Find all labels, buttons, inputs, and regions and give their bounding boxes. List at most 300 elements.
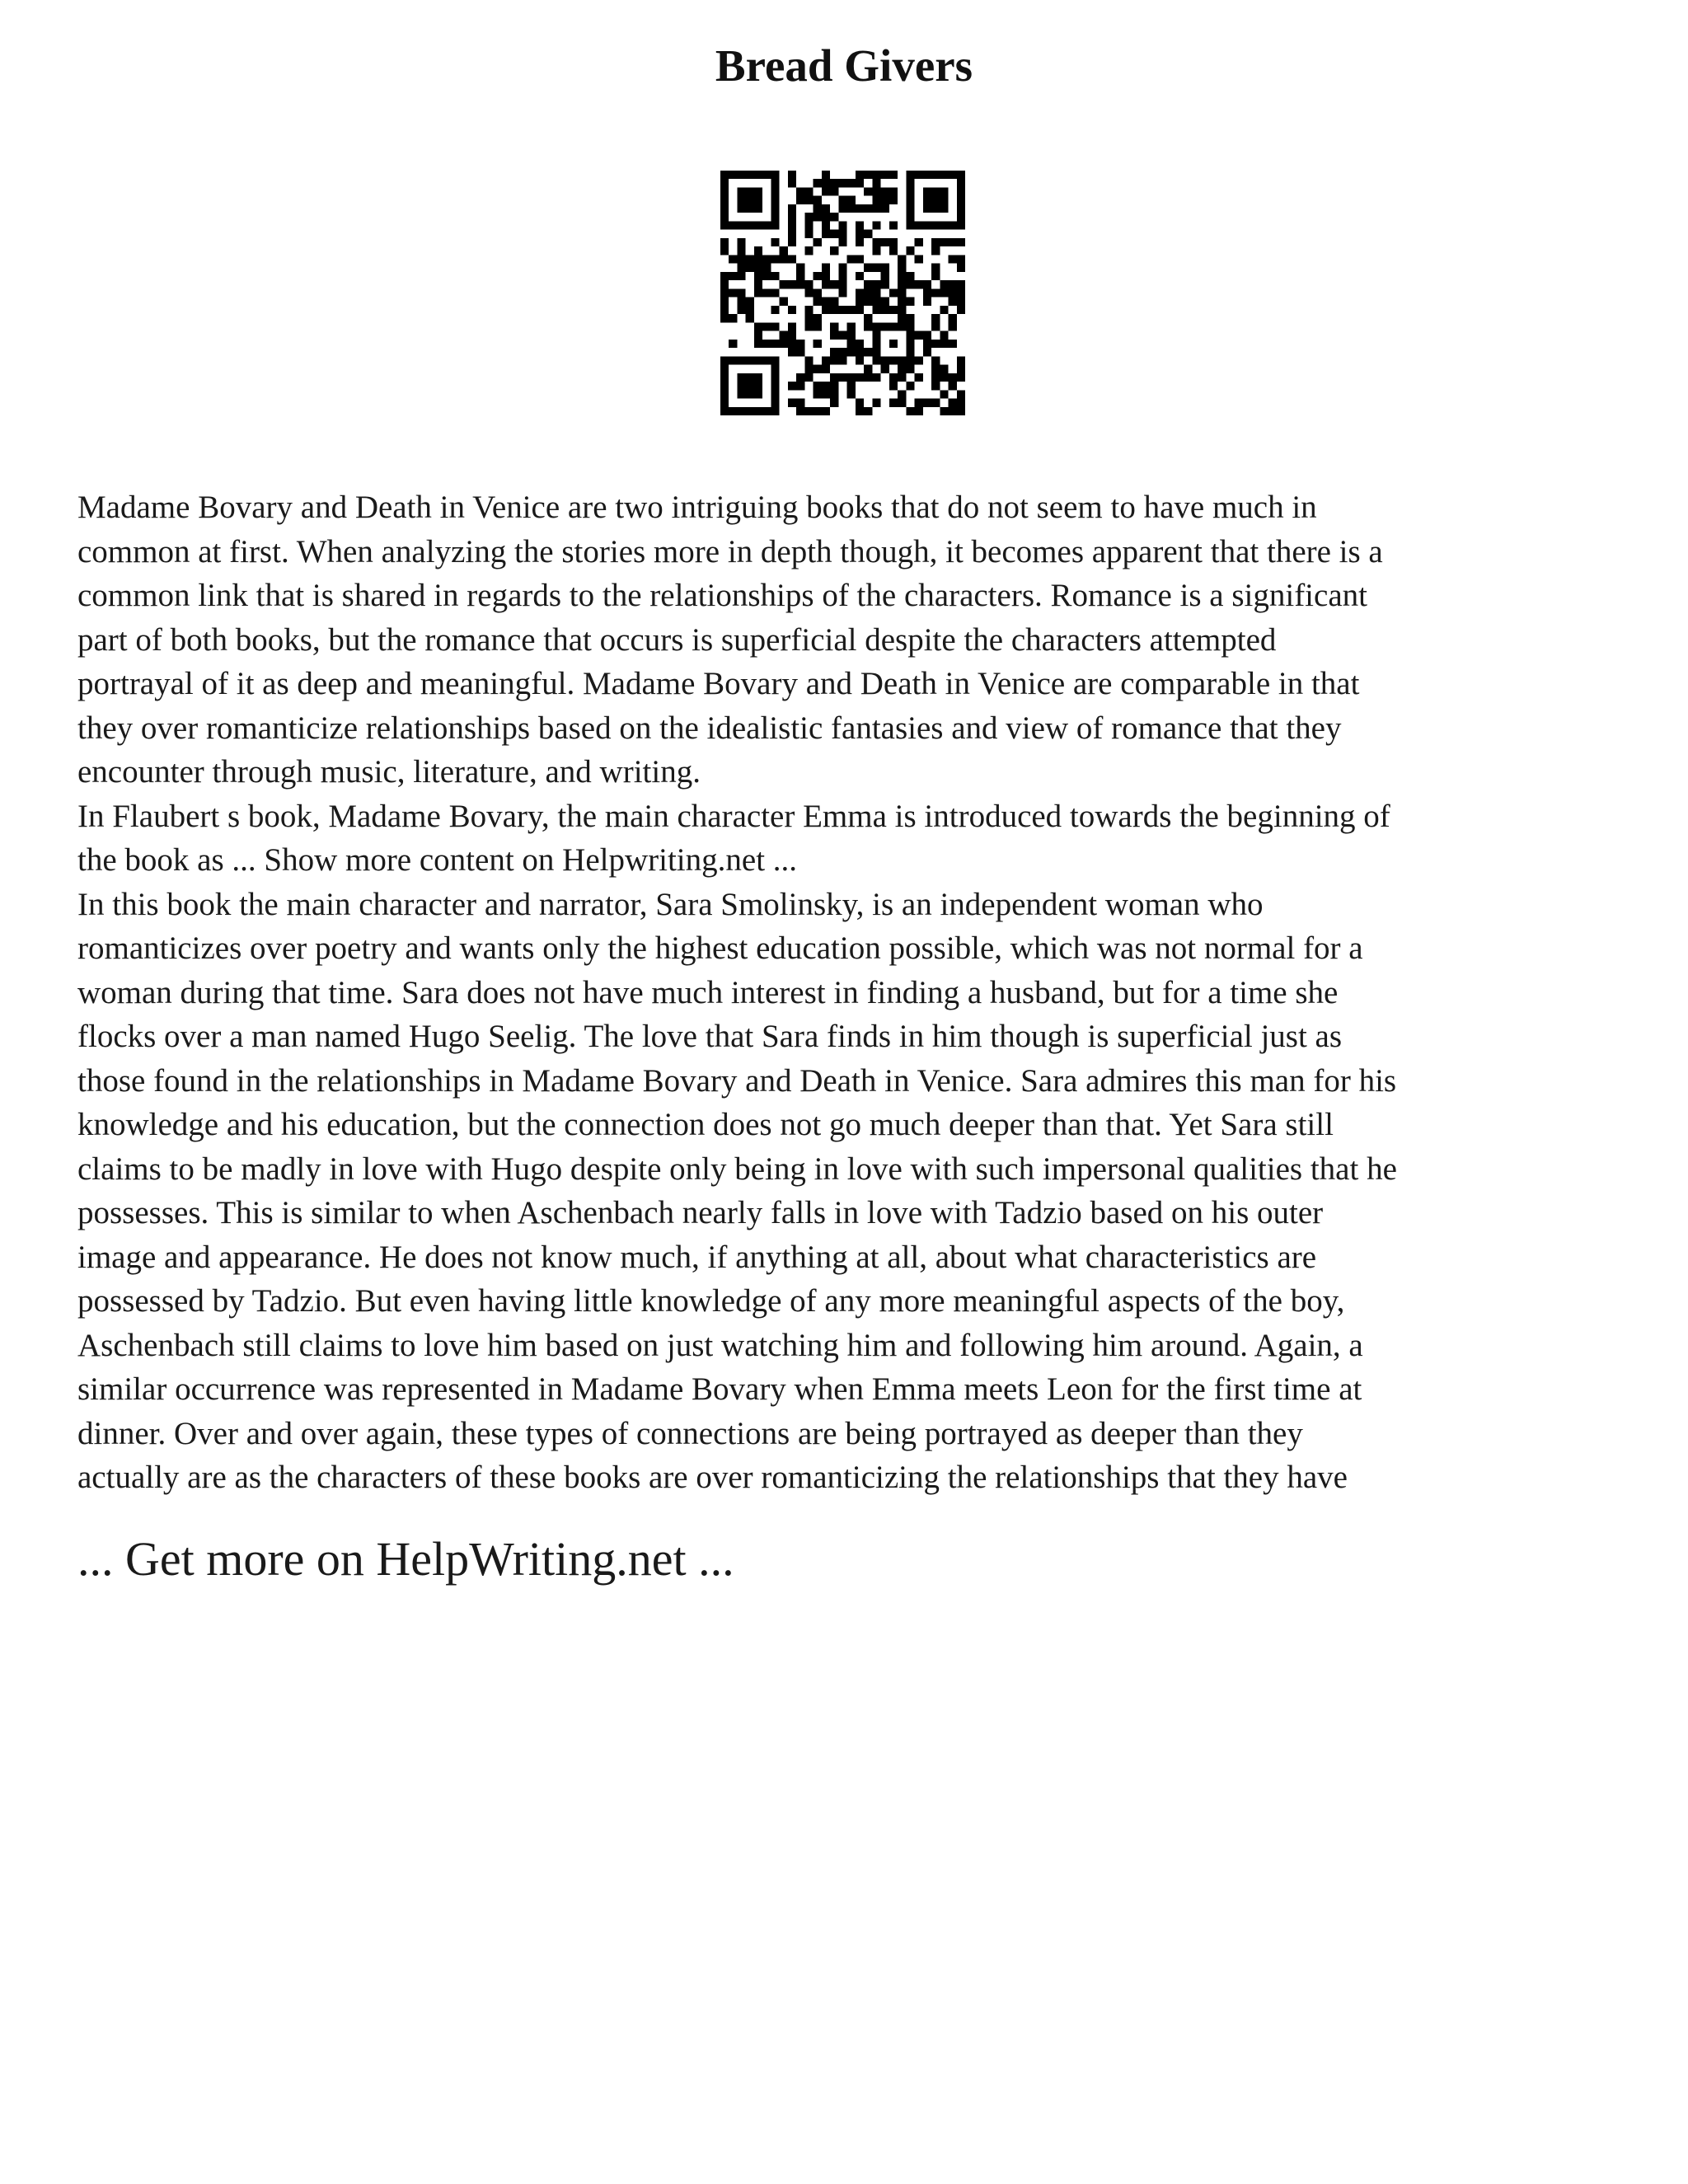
- qr-module: [949, 288, 957, 297]
- qr-module: [856, 221, 864, 229]
- qr-module: [720, 298, 729, 306]
- qr-module: [856, 230, 864, 238]
- qr-module: [856, 272, 864, 280]
- qr-module: [949, 221, 957, 229]
- qr-module: [940, 187, 948, 195]
- qr-module: [931, 356, 940, 364]
- qr-module: [804, 288, 813, 297]
- qr-module: [804, 246, 813, 255]
- qr-module: [906, 322, 914, 330]
- qr-module: [814, 213, 822, 221]
- qr-module: [804, 221, 813, 229]
- qr-module: [940, 365, 948, 373]
- qr-module: [957, 399, 965, 407]
- qr-module: [923, 187, 931, 195]
- qr-module: [838, 280, 846, 288]
- qr-module: [780, 340, 788, 348]
- qr-module: [957, 390, 965, 398]
- qr-module: [729, 221, 737, 229]
- qr-module: [847, 373, 856, 382]
- qr-module: [788, 322, 796, 330]
- qr-module: [754, 373, 762, 382]
- qr-module: [940, 204, 948, 213]
- qr-module: [830, 356, 838, 364]
- qr-module: [838, 196, 846, 204]
- qr-module: [906, 407, 914, 415]
- qr-module: [915, 221, 923, 229]
- qr-module: [847, 255, 856, 263]
- qr-module: [864, 280, 872, 288]
- qr-module: [804, 213, 813, 221]
- qr-code-graphic: [720, 171, 965, 415]
- qr-module: [872, 264, 880, 272]
- qr-module: [788, 171, 796, 179]
- qr-module: [737, 221, 745, 229]
- qr-module: [949, 399, 957, 407]
- qr-module: [771, 407, 779, 415]
- qr-module: [814, 314, 822, 322]
- qr-module: [898, 255, 906, 263]
- qr-module: [906, 187, 914, 195]
- qr-module: [898, 272, 906, 280]
- qr-module: [788, 280, 796, 288]
- qr-module: [864, 230, 872, 238]
- qr-module: [737, 373, 745, 382]
- qr-module: [830, 348, 838, 356]
- qr-module: [949, 314, 957, 322]
- qr-module: [720, 365, 729, 373]
- qr-module: [923, 331, 931, 340]
- qr-module: [830, 390, 838, 398]
- qr-module: [856, 373, 864, 382]
- qr-module: [746, 407, 754, 415]
- qr-module: [737, 356, 745, 364]
- qr-module: [804, 187, 813, 195]
- qr-module: [814, 204, 822, 213]
- qr-module: [856, 204, 864, 213]
- qr-module: [838, 331, 846, 340]
- qr-module: [822, 187, 830, 195]
- qr-module: [838, 348, 846, 356]
- qr-module: [864, 407, 872, 415]
- qr-module: [915, 399, 923, 407]
- qr-module: [762, 356, 771, 364]
- qr-module: [720, 246, 729, 255]
- qr-module: [746, 196, 754, 204]
- qr-module: [822, 230, 830, 238]
- qr-module: [957, 264, 965, 272]
- qr-module: [906, 272, 914, 280]
- qr-module: [872, 348, 880, 356]
- qr-module: [898, 390, 906, 398]
- qr-module: [796, 348, 804, 356]
- qr-module: [762, 264, 771, 272]
- qr-module: [796, 187, 804, 195]
- qr-module: [898, 264, 906, 272]
- qr-module: [796, 382, 804, 390]
- qr-module: [923, 298, 931, 306]
- qr-module: [864, 171, 872, 179]
- qr-module: [822, 280, 830, 288]
- qr-module: [940, 331, 948, 340]
- qr-module: [931, 288, 940, 297]
- qr-module: [889, 187, 898, 195]
- qr-module: [762, 340, 771, 348]
- qr-module: [915, 373, 923, 382]
- qr-module: [864, 288, 872, 297]
- qr-module: [957, 221, 965, 229]
- qr-module: [737, 171, 745, 179]
- qr-module: [804, 365, 813, 373]
- qr-module: [746, 390, 754, 398]
- qr-module: [780, 280, 788, 288]
- qr-module: [771, 179, 779, 187]
- qr-module: [856, 255, 864, 263]
- qr-module: [872, 298, 880, 306]
- qr-module: [754, 246, 762, 255]
- qr-module: [906, 348, 914, 356]
- qr-module: [872, 322, 880, 330]
- qr-module: [864, 348, 872, 356]
- qr-module: [957, 298, 965, 306]
- qr-module: [906, 171, 914, 179]
- qr-module: [889, 221, 898, 229]
- qr-module: [881, 187, 889, 195]
- qr-module: [822, 365, 830, 373]
- qr-module: [864, 314, 872, 322]
- qr-module: [957, 204, 965, 213]
- qr-module: [830, 399, 838, 407]
- qr-module: [898, 322, 906, 330]
- qr-module: [720, 221, 729, 229]
- qr-module: [754, 171, 762, 179]
- qr-module: [957, 365, 965, 373]
- qr-module: [881, 272, 889, 280]
- qr-module: [771, 187, 779, 195]
- qr-module: [856, 340, 864, 348]
- qr-module: [720, 272, 729, 280]
- qr-module: [771, 221, 779, 229]
- qr-module: [915, 356, 923, 364]
- qr-module: [754, 340, 762, 348]
- qr-module: [729, 314, 737, 322]
- qr-module: [796, 407, 804, 415]
- qr-module: [931, 221, 940, 229]
- qr-module: [957, 288, 965, 297]
- qr-module: [898, 280, 906, 288]
- qr-module: [864, 264, 872, 272]
- qr-module: [822, 298, 830, 306]
- qr-module: [940, 280, 948, 288]
- qr-module: [814, 196, 822, 204]
- qr-module: [889, 340, 898, 348]
- qr-module: [822, 221, 830, 229]
- qr-module: [788, 399, 796, 407]
- qr-module: [949, 238, 957, 246]
- qr-module: [847, 196, 856, 204]
- qr-module: [931, 399, 940, 407]
- qr-module: [788, 179, 796, 187]
- qr-module: [906, 356, 914, 364]
- qr-module: [754, 331, 762, 340]
- qr-module: [830, 230, 838, 238]
- qr-module: [737, 306, 745, 314]
- qr-module: [762, 322, 771, 330]
- article-body: [77, 485, 1627, 1500]
- qr-module: [957, 280, 965, 288]
- qr-module: [788, 331, 796, 340]
- qr-module: [796, 272, 804, 280]
- qr-module: [830, 382, 838, 390]
- qr-module: [881, 204, 889, 213]
- qr-module: [746, 382, 754, 390]
- qr-module: [957, 196, 965, 204]
- qr-module: [822, 264, 830, 272]
- qr-module: [881, 298, 889, 306]
- qr-module: [872, 373, 880, 382]
- qr-module: [754, 322, 762, 330]
- qr-module: [940, 373, 948, 382]
- qr-module: [804, 306, 813, 314]
- qr-module: [856, 348, 864, 356]
- qr-module: [771, 272, 779, 280]
- qr-module: [729, 407, 737, 415]
- qr-module: [804, 280, 813, 288]
- qr-module: [720, 204, 729, 213]
- qr-module: [847, 382, 856, 390]
- qr-module: [889, 196, 898, 204]
- qr-module: [754, 255, 762, 263]
- qr-module: [720, 187, 729, 195]
- qr-module: [889, 306, 898, 314]
- qr-module: [838, 230, 846, 238]
- qr-module: [771, 373, 779, 382]
- qr-module: [771, 196, 779, 204]
- qr-module: [838, 373, 846, 382]
- get-more-link[interactable]: ... Get more on HelpWriting.net ...: [77, 1532, 734, 1586]
- qr-module: [949, 373, 957, 382]
- qr-module: [949, 382, 957, 390]
- qr-module: [889, 373, 898, 382]
- qr-module: [762, 272, 771, 280]
- qr-module: [814, 298, 822, 306]
- qr-module: [898, 306, 906, 314]
- qr-module: [957, 407, 965, 415]
- qr-module: [780, 331, 788, 340]
- qr-module: [864, 204, 872, 213]
- qr-module: [898, 399, 906, 407]
- qr-module: [737, 204, 745, 213]
- qr-module: [804, 356, 813, 364]
- qr-module: [949, 407, 957, 415]
- qr-module: [746, 373, 754, 382]
- qr-module: [814, 238, 822, 246]
- qr-module: [957, 179, 965, 187]
- qr-module: [796, 280, 804, 288]
- qr-module: [762, 407, 771, 415]
- qr-module: [881, 280, 889, 288]
- qr-module: [906, 382, 914, 390]
- document-title: Bread Givers: [715, 40, 973, 91]
- qr-module: [771, 340, 779, 348]
- qr-module: [931, 264, 940, 272]
- qr-module: [915, 255, 923, 263]
- qr-module: [746, 171, 754, 179]
- qr-module: [872, 187, 880, 195]
- qr-module: [898, 314, 906, 322]
- qr-module: [771, 213, 779, 221]
- qr-module: [762, 255, 771, 263]
- qr-module: [931, 272, 940, 280]
- qr-module: [881, 171, 889, 179]
- qr-module: [923, 204, 931, 213]
- qr-module: [771, 204, 779, 213]
- qr-module: [931, 246, 940, 255]
- qr-module: [847, 306, 856, 314]
- qr-module: [754, 272, 762, 280]
- qr-module: [847, 340, 856, 348]
- qr-module: [746, 298, 754, 306]
- qr-module: [729, 171, 737, 179]
- qr-module: [754, 356, 762, 364]
- qr-code-icon[interactable]: [720, 171, 965, 415]
- qr-module: [720, 171, 729, 179]
- qr-module: [762, 288, 771, 297]
- qr-module: [915, 280, 923, 288]
- qr-module: [864, 298, 872, 306]
- qr-module: [720, 280, 729, 288]
- qr-module: [729, 288, 737, 297]
- paragraph-flaubert: In Flaubert s book, Madame Bovary, the main character Emma is introduced towards the beginning of the book as ... Show more content on Helpwriting.net ...: [77, 798, 1390, 878]
- qr-module: [796, 196, 804, 204]
- qr-module: [830, 322, 838, 330]
- qr-module: [729, 356, 737, 364]
- qr-module: [906, 213, 914, 221]
- qr-module: [872, 331, 880, 340]
- qr-module: [814, 390, 822, 398]
- qr-module: [780, 246, 788, 255]
- qr-module: [931, 365, 940, 373]
- qr-module: [856, 171, 864, 179]
- qr-module: [931, 204, 940, 213]
- qr-module: [771, 288, 779, 297]
- qr-module: [906, 196, 914, 204]
- qr-module: [856, 356, 864, 364]
- qr-module: [771, 365, 779, 373]
- qr-module: [889, 356, 898, 364]
- qr-module: [737, 390, 745, 398]
- qr-module: [881, 196, 889, 204]
- qr-module: [957, 306, 965, 314]
- qr-module: [771, 322, 779, 330]
- qr-module: [889, 171, 898, 179]
- qr-module: [788, 230, 796, 238]
- qr-module: [838, 204, 846, 213]
- qr-module: [923, 196, 931, 204]
- qr-module: [957, 238, 965, 246]
- qr-module: [762, 171, 771, 179]
- qr-module: [804, 373, 813, 382]
- qr-module: [804, 322, 813, 330]
- qr-module: [830, 246, 838, 255]
- qr-module: [754, 264, 762, 272]
- qr-module: [814, 340, 822, 348]
- qr-module: [771, 399, 779, 407]
- qr-module: [923, 399, 931, 407]
- qr-module: [814, 179, 822, 187]
- qr-module: [729, 340, 737, 348]
- qr-module: [957, 171, 965, 179]
- qr-module: [847, 179, 856, 187]
- qr-module: [822, 356, 830, 364]
- qr-module: [720, 390, 729, 398]
- qr-module: [872, 179, 880, 187]
- qr-module: [746, 204, 754, 213]
- qr-module: [746, 221, 754, 229]
- qr-module: [889, 382, 898, 390]
- qr-module: [737, 407, 745, 415]
- qr-module: [737, 255, 745, 263]
- qr-module: [746, 314, 754, 322]
- qr-module: [949, 280, 957, 288]
- qr-module: [822, 204, 830, 213]
- qr-module: [830, 373, 838, 382]
- qr-module: [814, 288, 822, 297]
- qr-module: [872, 246, 880, 255]
- qr-module: [906, 246, 914, 255]
- qr-module: [720, 399, 729, 407]
- qr-module: [856, 179, 864, 187]
- qr-module: [720, 238, 729, 246]
- qr-module: [856, 298, 864, 306]
- qr-module: [814, 382, 822, 390]
- qr-module: [720, 314, 729, 322]
- qr-module: [906, 314, 914, 322]
- qr-module: [814, 272, 822, 280]
- qr-module: [796, 340, 804, 348]
- qr-module: [931, 238, 940, 246]
- qr-module: [915, 331, 923, 340]
- qr-module: [788, 255, 796, 263]
- qr-module: [957, 187, 965, 195]
- qr-module: [720, 196, 729, 204]
- qr-module: [754, 221, 762, 229]
- qr-module: [796, 264, 804, 272]
- qr-module: [780, 298, 788, 306]
- qr-module: [881, 322, 889, 330]
- qr-module: [822, 390, 830, 398]
- qr-module: [838, 179, 846, 187]
- qr-module: [940, 340, 948, 348]
- qr-module: [788, 204, 796, 213]
- qr-module: [889, 399, 898, 407]
- qr-module: [872, 196, 880, 204]
- qr-module: [931, 171, 940, 179]
- qr-module: [906, 365, 914, 373]
- qr-module: [889, 246, 898, 255]
- qr-module: [754, 280, 762, 288]
- qr-module: [940, 407, 948, 415]
- qr-module: [737, 246, 745, 255]
- qr-module: [940, 196, 948, 204]
- qr-module: [906, 298, 914, 306]
- qr-module: [737, 288, 745, 297]
- qr-module: [830, 298, 838, 306]
- qr-module: [788, 306, 796, 314]
- qr-module: [720, 213, 729, 221]
- qr-module: [898, 365, 906, 373]
- qr-module: [720, 373, 729, 382]
